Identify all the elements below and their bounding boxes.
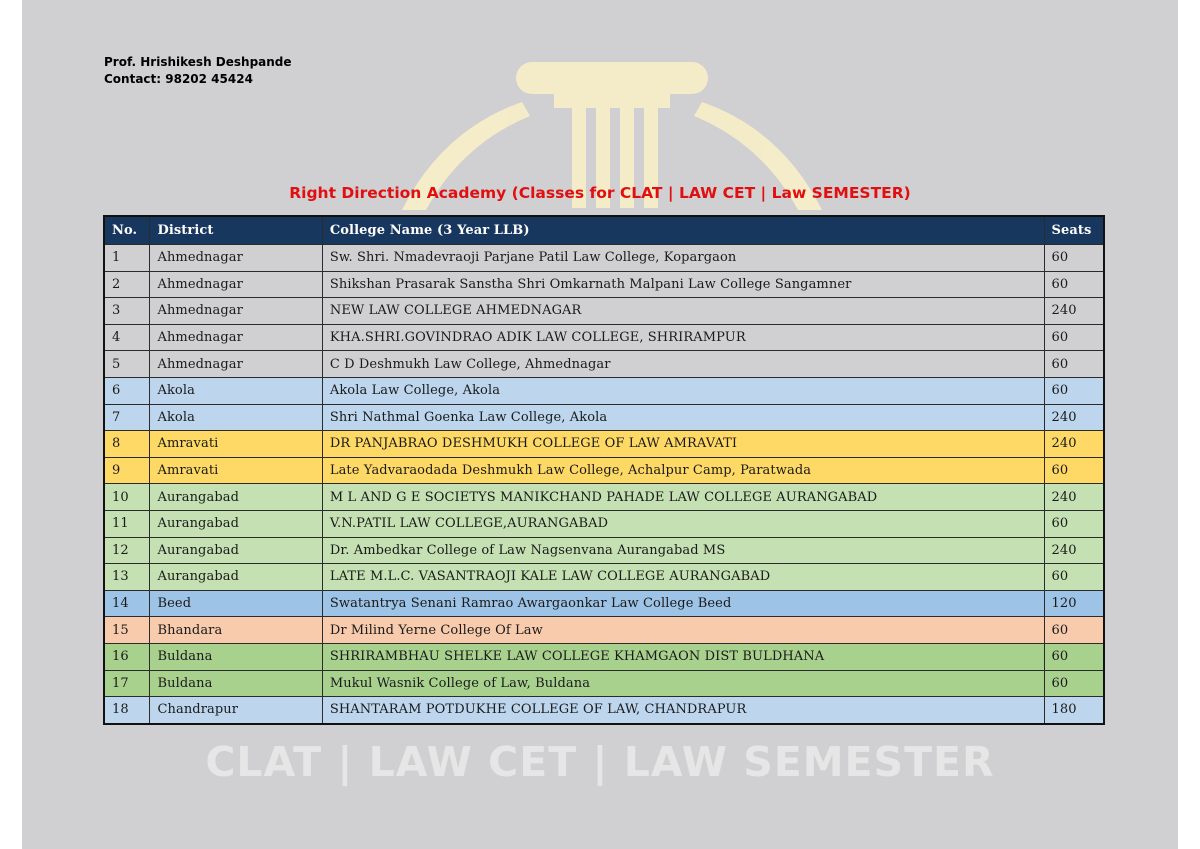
- cell-district: Aurangabad: [150, 510, 322, 537]
- table-row: [104, 617, 1104, 644]
- table-header-row: [104, 216, 1104, 245]
- table-row: [104, 697, 1104, 724]
- cell-no: 10: [104, 484, 150, 511]
- cell-no: 4: [104, 324, 150, 351]
- cell-no: 12: [104, 537, 150, 564]
- header-district: District: [150, 216, 322, 245]
- table-row: [104, 404, 1104, 431]
- table-row: [104, 457, 1104, 484]
- cell-no: 9: [104, 457, 150, 484]
- table-row: [104, 643, 1104, 670]
- table-row: [104, 484, 1104, 511]
- header-college-name: College Name (3 Year LLB): [322, 216, 1044, 245]
- table-row: [104, 351, 1104, 378]
- table-row: [104, 324, 1104, 351]
- cell-district: Ahmednagar: [150, 351, 322, 378]
- cell-district: Akola: [150, 377, 322, 404]
- cell-seats: 240: [1044, 537, 1104, 564]
- cell-seats: 240: [1044, 404, 1104, 431]
- cell-district: Ahmednagar: [150, 324, 322, 351]
- cell-no: 8: [104, 431, 150, 458]
- author-name: Prof. Hrishikesh Deshpande: [104, 55, 292, 69]
- cell-college-name: NEW LAW COLLEGE AHMEDNAGAR: [322, 298, 1044, 325]
- cell-college-name: Shikshan Prasarak Sanstha Shri Omkarnath Malpani Law College Sangamner: [322, 271, 1044, 298]
- cell-district: Ahmednagar: [150, 298, 322, 325]
- cell-seats: 60: [1044, 457, 1104, 484]
- cell-college-name: Akola Law College, Akola: [322, 377, 1044, 404]
- cell-seats: 60: [1044, 271, 1104, 298]
- cell-college-name: KHA.SHRI.GOVINDRAO ADIK LAW COLLEGE, SHRIRAMPUR: [322, 324, 1044, 351]
- author-block: [104, 54, 292, 88]
- cell-seats: 60: [1044, 245, 1104, 272]
- cell-no: 11: [104, 510, 150, 537]
- table-row: [104, 377, 1104, 404]
- cell-college-name: Dr. Ambedkar College of Law Nagsenvana Aurangabad MS: [322, 537, 1044, 564]
- cell-seats: 60: [1044, 351, 1104, 378]
- cell-seats: 240: [1044, 484, 1104, 511]
- table-row: [104, 510, 1104, 537]
- cell-no: 6: [104, 377, 150, 404]
- table-row: [104, 271, 1104, 298]
- cell-college-name: LATE M.L.C. VASANTRAOJI KALE LAW COLLEGE AURANGABAD: [322, 564, 1044, 591]
- cell-college-name: DR PANJABRAO DESHMUKH COLLEGE OF LAW AMRAVATI: [322, 431, 1044, 458]
- cell-college-name: M L AND G E SOCIETYS MANIKCHAND PAHADE LAW COLLEGE AURANGABAD: [322, 484, 1044, 511]
- cell-no: 1: [104, 245, 150, 272]
- cell-seats: 240: [1044, 431, 1104, 458]
- page-heading: Right Direction Academy (Classes for CLAT | LAW CET | Law SEMESTER): [289, 184, 911, 202]
- cell-college-name: Sw. Shri. Nmadevraoji Parjane Patil Law College, Kopargaon: [322, 245, 1044, 272]
- cell-seats: 60: [1044, 564, 1104, 591]
- cell-district: Buldana: [150, 670, 322, 697]
- cell-no: 17: [104, 670, 150, 697]
- cell-district: Aurangabad: [150, 484, 322, 511]
- cell-no: 18: [104, 697, 150, 724]
- table-body: [104, 245, 1104, 724]
- cell-no: 7: [104, 404, 150, 431]
- table-row: [104, 431, 1104, 458]
- cell-no: 3: [104, 298, 150, 325]
- cell-no: 13: [104, 564, 150, 591]
- document-page: [22, 0, 1178, 849]
- table-row: [104, 245, 1104, 272]
- cell-college-name: Dr Milind Yerne College Of Law: [322, 617, 1044, 644]
- table-row: [104, 298, 1104, 325]
- cell-seats: 240: [1044, 298, 1104, 325]
- table-row: [104, 670, 1104, 697]
- cell-seats: 60: [1044, 617, 1104, 644]
- cell-district: Akola: [150, 404, 322, 431]
- table-row: [104, 537, 1104, 564]
- cell-district: Bhandara: [150, 617, 322, 644]
- cell-district: Aurangabad: [150, 537, 322, 564]
- cell-no: 2: [104, 271, 150, 298]
- cell-district: Ahmednagar: [150, 245, 322, 272]
- author-contact: Contact: 98202 45424: [104, 72, 253, 86]
- cell-district: Amravati: [150, 431, 322, 458]
- cell-no: 14: [104, 590, 150, 617]
- cell-seats: 120: [1044, 590, 1104, 617]
- header-no: No.: [104, 216, 150, 245]
- table-row: [104, 564, 1104, 591]
- cell-seats: 60: [1044, 510, 1104, 537]
- cell-college-name: Mukul Wasnik College of Law, Buldana: [322, 670, 1044, 697]
- cell-college-name: Shri Nathmal Goenka Law College, Akola: [322, 404, 1044, 431]
- college-table: [103, 215, 1105, 725]
- header-seats: Seats: [1044, 216, 1104, 245]
- cell-seats: 60: [1044, 670, 1104, 697]
- cell-district: Buldana: [150, 643, 322, 670]
- cell-district: Aurangabad: [150, 564, 322, 591]
- cell-seats: 60: [1044, 377, 1104, 404]
- table-row: [104, 590, 1104, 617]
- cell-district: Beed: [150, 590, 322, 617]
- cell-district: Ahmednagar: [150, 271, 322, 298]
- cell-no: 16: [104, 643, 150, 670]
- cell-no: 15: [104, 617, 150, 644]
- cell-college-name: Late Yadvaraodada Deshmukh Law College, Achalpur Camp, Paratwada: [322, 457, 1044, 484]
- cell-college-name: C D Deshmukh Law College, Ahmednagar: [322, 351, 1044, 378]
- cell-no: 5: [104, 351, 150, 378]
- cell-seats: 180: [1044, 697, 1104, 724]
- cell-college-name: V.N.PATIL LAW COLLEGE,AURANGABAD: [322, 510, 1044, 537]
- cell-seats: 60: [1044, 324, 1104, 351]
- cell-college-name: Swatantrya Senani Ramrao Awargaonkar Law College Beed: [322, 590, 1044, 617]
- cell-seats: 60: [1044, 643, 1104, 670]
- cell-college-name: SHANTARAM POTDUKHE COLLEGE OF LAW, CHANDRAPUR: [322, 697, 1044, 724]
- cell-district: Chandrapur: [150, 697, 322, 724]
- footer-banner: CLAT | LAW CET | LAW SEMESTER: [205, 738, 995, 786]
- cell-district: Amravati: [150, 457, 322, 484]
- cell-college-name: SHRIRAMBHAU SHELKE LAW COLLEGE KHAMGAON DIST BULDHANA: [322, 643, 1044, 670]
